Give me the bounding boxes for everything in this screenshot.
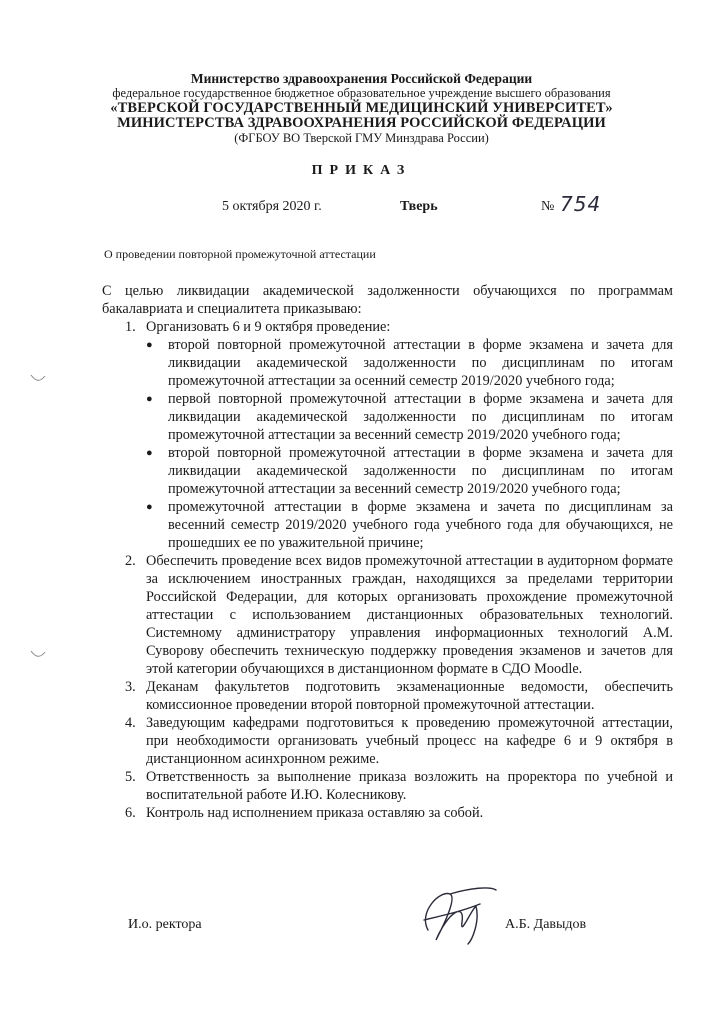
list-item [102, 804, 673, 822]
list-item-number: 1. [125, 319, 136, 335]
list-item [102, 318, 673, 336]
list-item [102, 552, 673, 678]
list-item-number: 3. [125, 679, 136, 695]
bullet-text: второй повторной промежуточной аттестации в форме экзамена и зачета для ликвидации академической задолженности по дисциплинам по итогам промежуточной аттестации за осенний семестр 2019/2020 учебного года; [168, 337, 673, 389]
order-number-label: № [541, 199, 555, 214]
bullet-item [102, 444, 673, 498]
bullet-icon: ● [146, 393, 153, 405]
bullet-icon: ● [146, 447, 153, 459]
bullet-text: первой повторной промежуточной аттестации в форме экзамена и зачета для ликвидации академической задолженности по дисциплинам по итогам промежуточной аттестации за весенний семестр 2019/2020 учебного года; [168, 391, 673, 443]
list-item [102, 768, 673, 804]
order-number-handwritten: 754 [560, 192, 602, 216]
list-item-text: Контроль над исполнением приказа оставляю за собой. [146, 805, 484, 821]
intro-paragraph: С целью ликвидации академической задолженности обучающихся по программам бакалавриата и специалитета приказываю: [102, 283, 673, 317]
university-ministry: МИНИСТЕРСТВА ЗДРАВООХРАНЕНИЯ РОССИЙСКОЙ ФЕДЕРАЦИИ [117, 115, 606, 131]
bullet-item [102, 390, 673, 444]
order-title: ПРИКАЗ [311, 163, 412, 178]
bullet-text: промежуточной аттестации в форме экзамена и зачета по дисциплинам за весенний семестр 2019/2020 учебного года учебного года для обучающихся, не прошедших ее по уважительной причине; [168, 499, 673, 551]
bullet-item [102, 498, 673, 552]
signer-name: А.Б. Давыдов [505, 917, 587, 932]
bullet-icon: ● [146, 501, 153, 513]
order-subject: О проведении повторной промежуточной аттестации [104, 247, 376, 261]
bullet-item [102, 336, 673, 390]
bullet-text: второй повторной промежуточной аттестации в форме экзамена и зачета для ликвидации академической задолженности по дисциплинам по итогам промежуточной аттестации за весенний семестр 2019/2020 учебного года; [168, 445, 673, 497]
institution-type-line: федеральное государственное бюджетное образовательное учреждение высшего образования [112, 86, 611, 100]
list-item-text: Обеспечить проведение всех видов промежуточной аттестации в аудиторном формате за исключением иностранных граждан, находящихся за пределами территории Российской Федерации, для которых организовать прохождение промежуточной аттестации с использованием дистанционных образовательных технологий. Системному администратору управления информационных технологий А.М. Суворову обеспечить техническую поддержку проведения экзаменов и зачетов для этой категории обучающихся в дистанционном формате в СДО Moodle. [146, 553, 673, 677]
list-item-number: 2. [125, 553, 136, 569]
punch-hole-mark [30, 650, 46, 660]
list-item-text: Заведующим кафедрами подготовиться к проведению промежуточной аттестации, при необходимости организовать учебный процесс на кафедре 6 и 9 октября в дистанционном асинхронном режиме. [146, 715, 673, 767]
list-item-number: 4. [125, 715, 136, 731]
list-item-number: 5. [125, 769, 136, 785]
list-item-text: Ответственность за выполнение приказа возложить на проректора по учебной и воспитательной работе И.Ю. Колесникову. [146, 769, 673, 803]
list-item-text: Деканам факультетов подготовить экзаменационные ведомости, обеспечить комиссионное проведении второй повторной промежуточной аттестации. [146, 679, 673, 713]
order-items [102, 318, 673, 822]
list-item-text: Организовать 6 и 9 октября проведение: [146, 319, 391, 335]
list-item-number: 6. [125, 805, 136, 821]
bullet-icon: ● [146, 339, 153, 351]
order-body [102, 282, 673, 822]
list-item [102, 678, 673, 714]
order-date: 5 октября 2020 г. [222, 199, 322, 214]
ministry-line: Министерство здравоохранения Российской Федерации [190, 71, 533, 86]
order-city: Тверь [400, 199, 438, 214]
punch-hole-mark [30, 374, 46, 384]
university-abbreviation: (ФГБОУ ВО Тверской ГМУ Минздрава России) [234, 131, 489, 145]
handwritten-signature [410, 882, 500, 952]
signer-title: И.о. ректора [128, 917, 202, 932]
letterhead [0, 71, 723, 146]
university-name: «ТВЕРСКОЙ ГОСУДАРСТВЕННЫЙ МЕДИЦИНСКИЙ УНИВЕРСИТЕТ» [110, 100, 613, 116]
list-item [102, 714, 673, 768]
